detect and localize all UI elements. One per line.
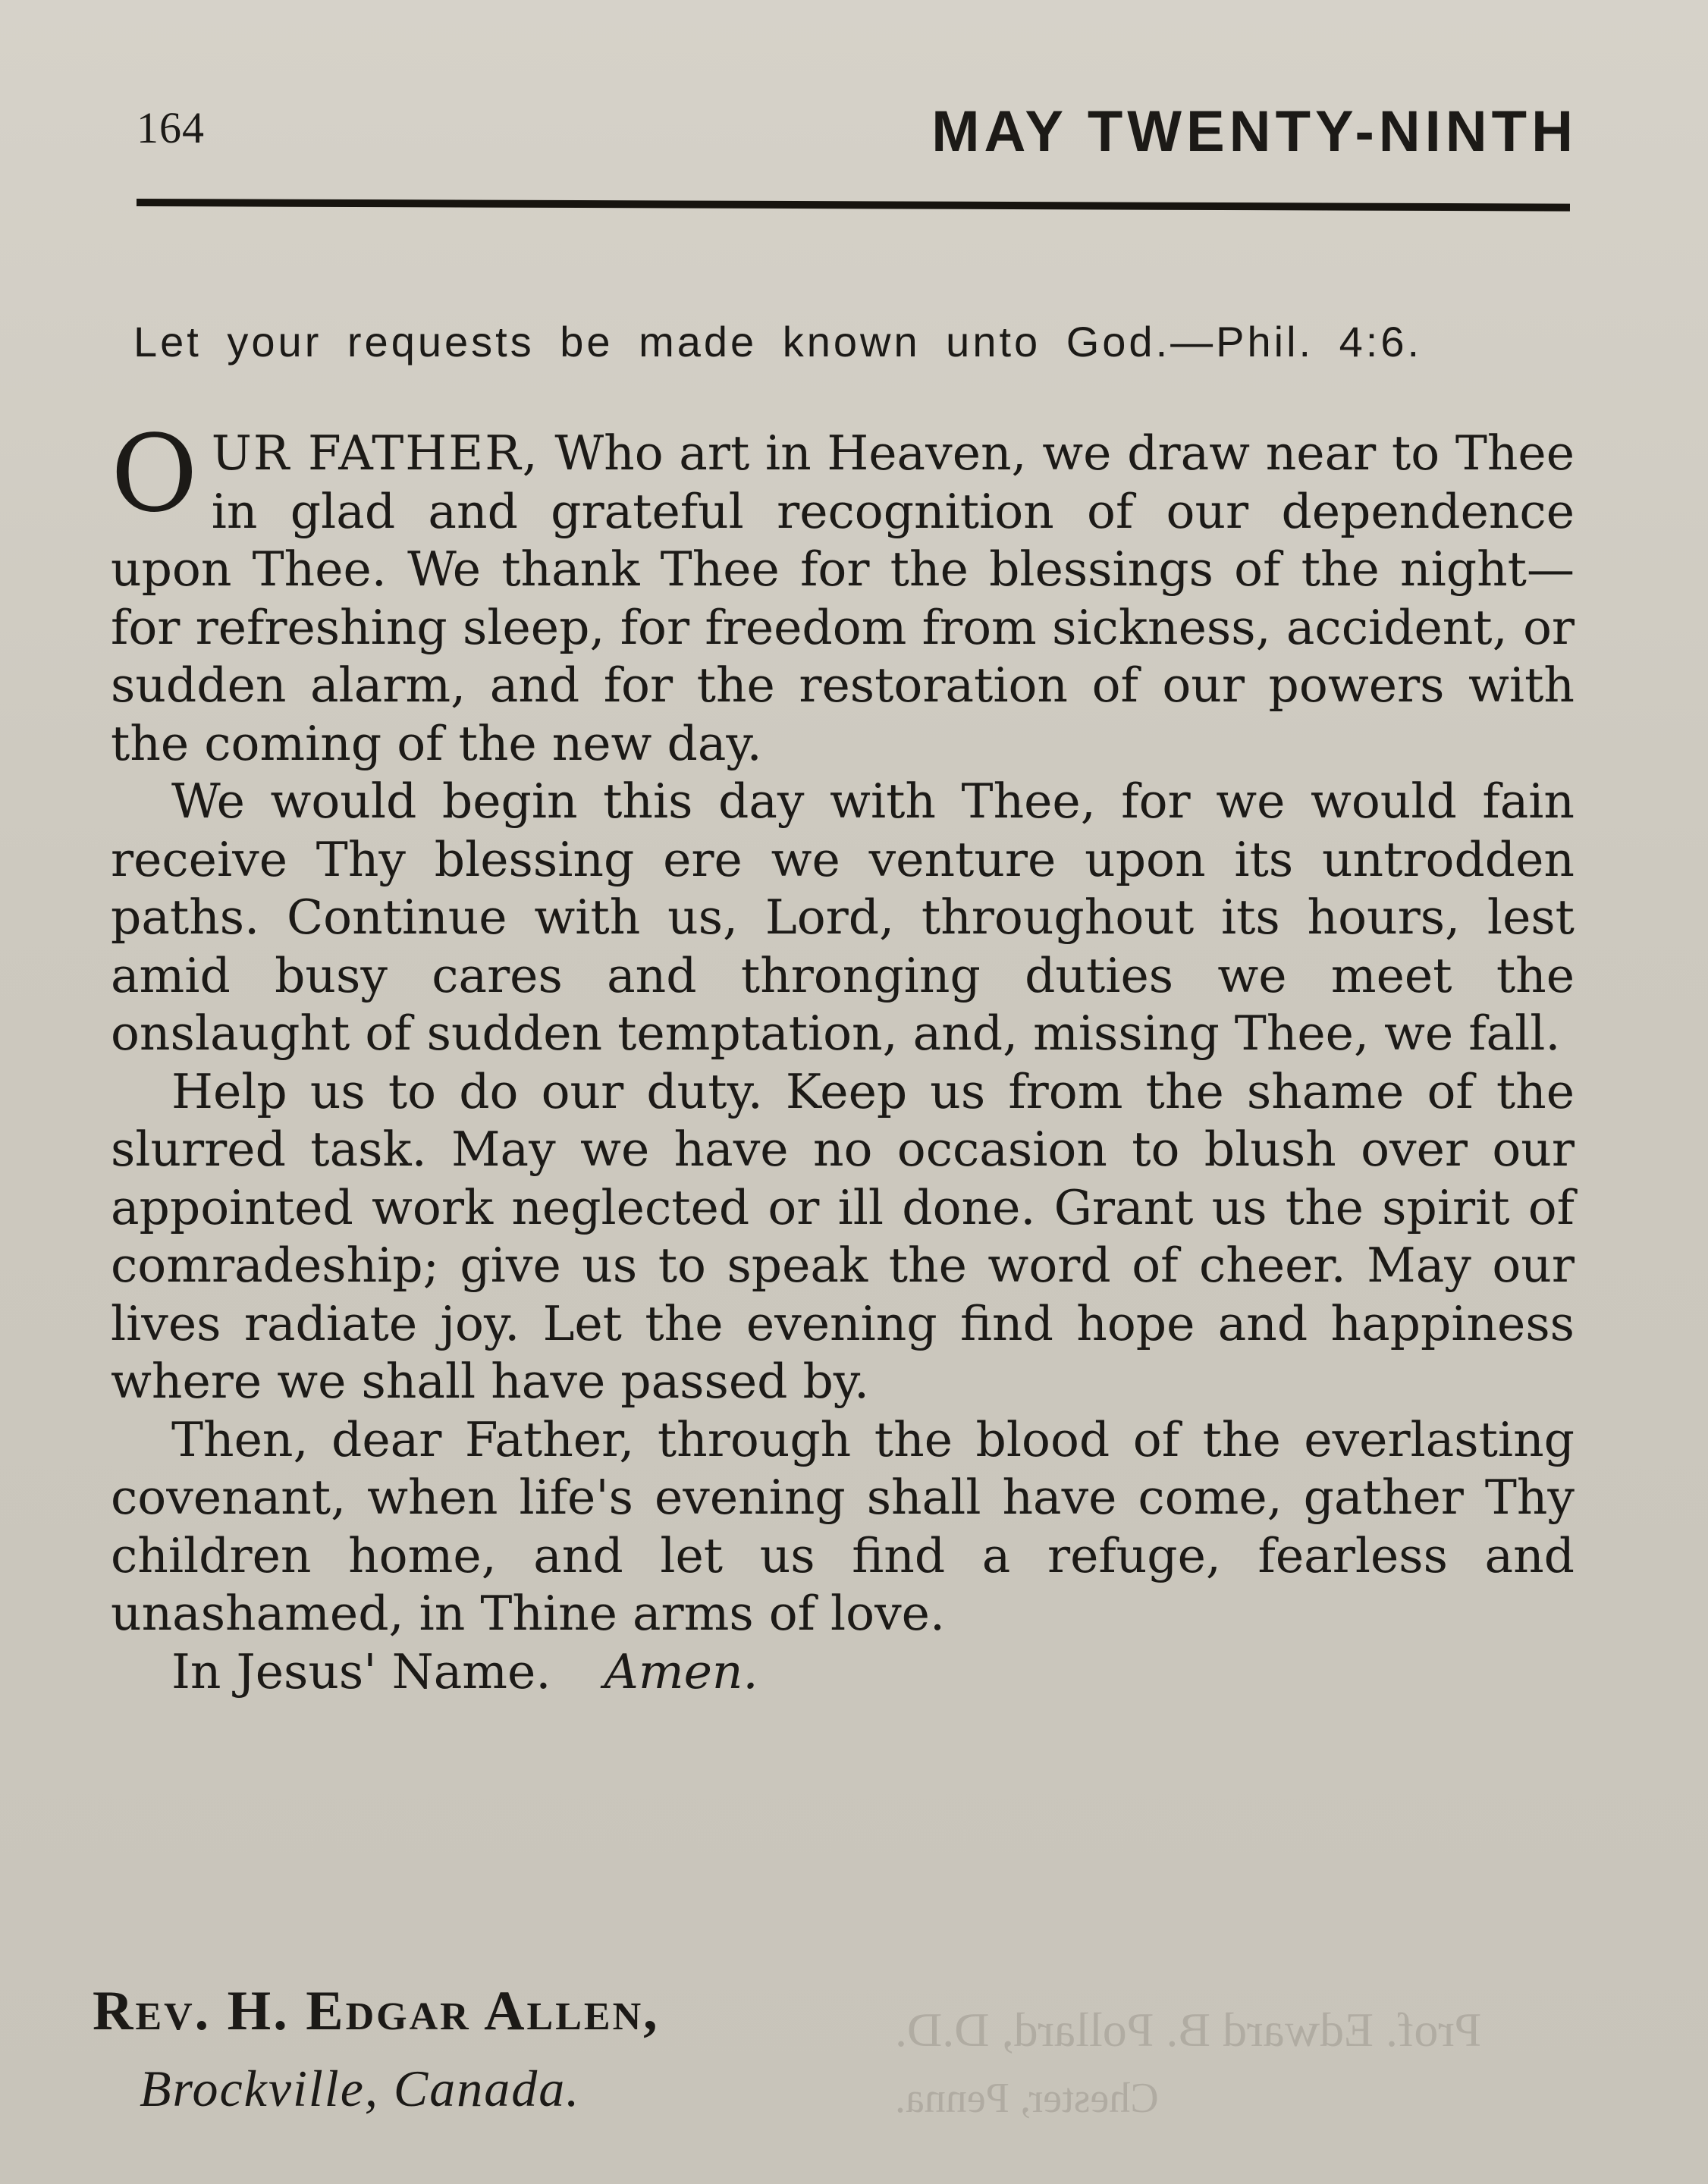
prayer-body [111, 413, 1575, 1701]
paragraph-1-text: Who art in Heaven, we draw near to Thee in glad and grateful recognition of our dependence upon Thee. We thank Thee for the blessings of the night—for refreshing sleep, for freedom from sickness, accident, or sudden alarm, and for the restoration of our powers with the coming of the new day. [111, 425, 1575, 771]
epigraph-verse: Let your requests be made known unto God.—Phil. 4:6. [133, 318, 1423, 366]
closing-text: In Jesus' Name. [171, 1643, 551, 1699]
show-through-text-2: Chester, Penna. [895, 2075, 1159, 2122]
page-number: 164 [137, 103, 205, 152]
opening-words: UR FATHER, [211, 425, 539, 481]
show-through-text-1: Prof. Edward B. Pollard, D.D. [895, 2003, 1482, 2057]
prayer-paragraph-4: Then, dear Father, through the blood of the everlasting covenant, when life's evening shall have come, gather Thy children home, and let us find a refuge, fearless and unashamed, in Thine arms of love. [111, 1411, 1575, 1641]
header-rule [137, 199, 1570, 212]
prayer-paragraph-1 [111, 413, 1575, 773]
author-signature [93, 1979, 660, 2119]
closing-line [111, 1643, 1575, 1702]
prayer-paragraph-2: We would begin this day with Thee, for we would fain receive Thy blessing ere we venture upon its untrodden paths. Continue with us, Lord, throughout its hours, lest amid busy cares and thronging duties we meet the onslaught of sudden temptation, and, missing Thee, we fall. [111, 774, 1575, 1061]
prayer-paragraph-3: Help us to do our duty. Keep us from the shame of the slurred task. May we have no occasion to blush over our appointed work neglected or ill done. Grant us the spirit of comradeship; give us to speak the word of cheer. May our lives radiate joy. Let the evening find hope and happiness where we shall have passed by. [111, 1063, 1575, 1409]
running-title: MAY TWENTY-NINTH [931, 99, 1578, 164]
amen-text: Amen. [604, 1643, 758, 1699]
author-name: Rev. H. Edgar Allen, [93, 1980, 660, 2042]
page-header [137, 91, 1578, 182]
drop-cap-letter: O [111, 413, 198, 536]
author-location: Brockville, Canada. [140, 2060, 581, 2117]
